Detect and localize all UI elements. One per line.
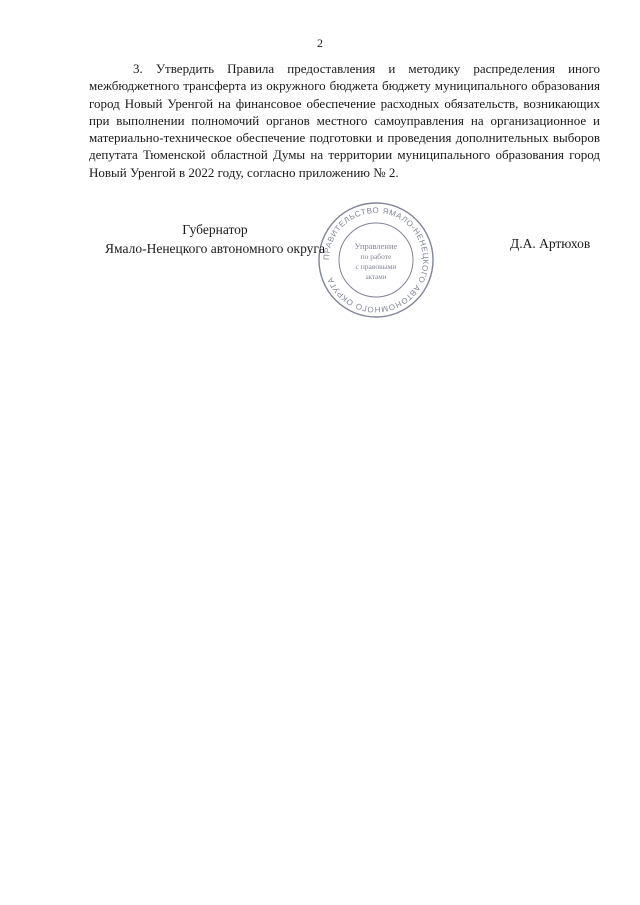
signer-title xyxy=(90,220,340,258)
seal-center-line-2: по работе xyxy=(360,252,392,261)
signer-title-line-1: Губернатор xyxy=(182,222,248,237)
signature-block xyxy=(90,205,610,315)
paragraph-3: 3. Утвердить Правила предоставления и методику распределения иного межбюджетного трансферта из окружного бюджета бюджету муниципального образования город Новый Уренгой на финансовое обеспечение расходных обязательств, возникающих при выполнении полномочий органов местного самоуправления на организационное и материально-техническое обеспечение подготовки и проведения дополнительных выборов депутата Тюменской областной Думы на территории муниципального образования город Новый Уренгой в 2022 году, согласно приложению № 2. xyxy=(89,61,600,180)
official-seal xyxy=(316,200,436,320)
signer-name: Д.А. Артюхов xyxy=(510,236,591,251)
seal-outer-text-path: ПРАВИТЕЛЬСТВО ЯМАЛО-НЕНЕЦКОГО АВТОНОМНОГО ОКРУГА xyxy=(321,205,431,315)
seal-center-line-1: Управление xyxy=(354,241,398,251)
signer-title-line-2: Ямало-Ненецкого автономного округа xyxy=(105,241,325,256)
seal-center-line-4: актами xyxy=(365,273,387,281)
page-number: 2 xyxy=(317,36,323,50)
seal-center-line-3: с правовыми xyxy=(355,262,397,271)
